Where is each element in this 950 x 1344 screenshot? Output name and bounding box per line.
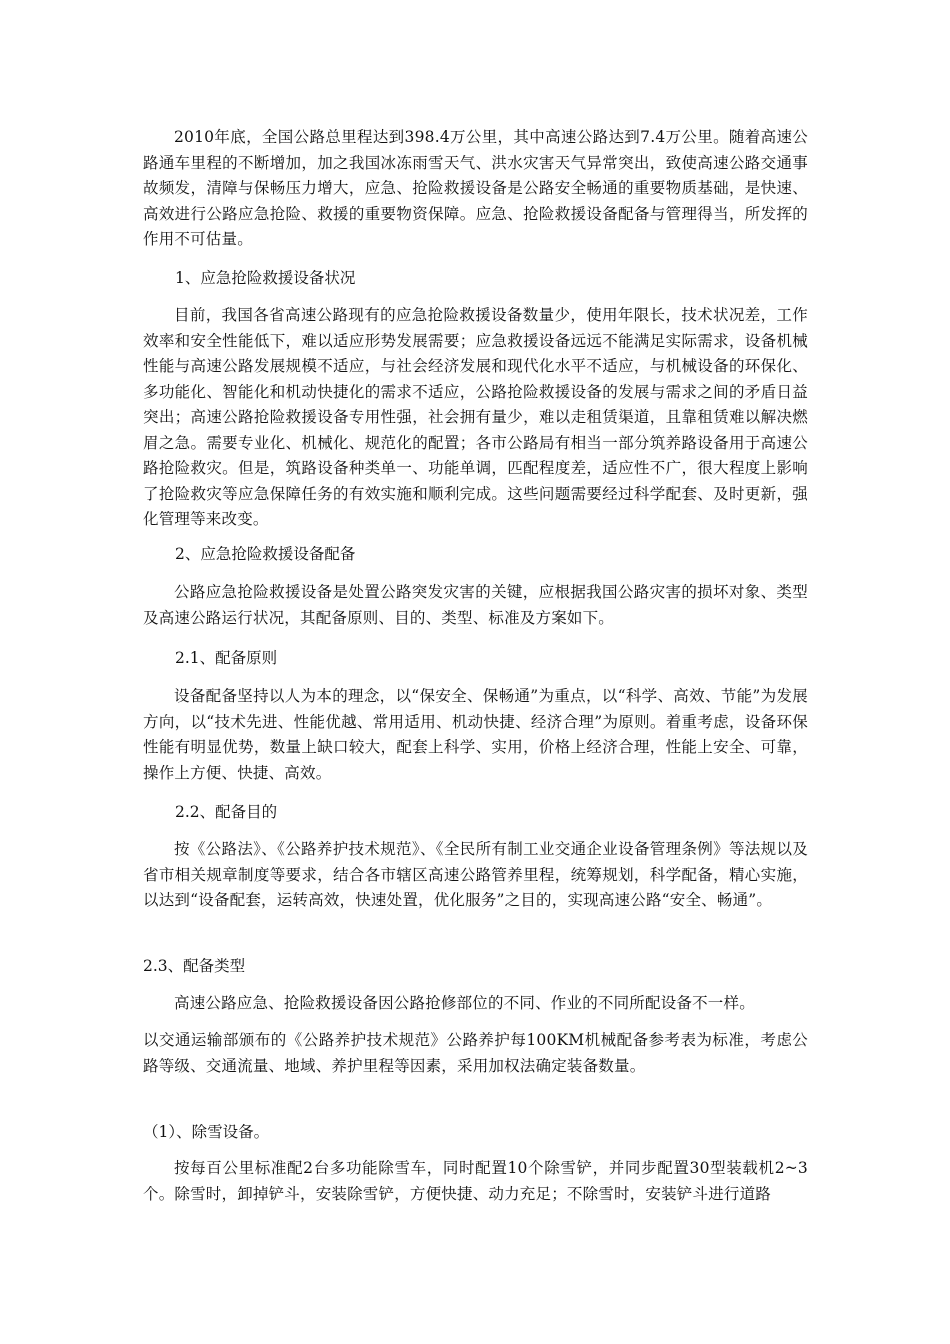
paragraph-equipment-status: 目前，我国各省高速公路现有的应急抢险救援设备数量少，使用年限长，技术状况差，工作效率和安全性能低下，难以适应形势发展需要；应急救援设备远远不能满足实际需求，设备机械性能与高速公路发展规模不适应，与社会经济发展和现代化水平不适应，与机械设备的环保化、多功能化、智能化和机动快捷化的需求不适应，公路抢险救援设备的发展与需求之间的矛盾日益突出；高速公路抢险救援设备专用性强，社会拥有量少，难以走租赁渠道，且靠租赁难以解决燃眉之急。需要专业化、机械化、规范化的配置；各市公路局有相当一部分筑养路设备用于高速公路抢险救灾。但是，筑路设备种类单一、功能单调，匹配程度差，适应性不广，很大程度上影响了抢险救灾等应急保障任务的有效实施和顺利完成。这些问题需要经过科学配套、及时更新，强化管理等来改变。	[143, 306, 808, 528]
paragraph-intro: 2010年底，全国公路总里程达到398.4万公里，其中高速公路达到7.4万公里。随着高速公路通车里程的不断增加，加之我国冰冻雨雪天气、洪水灾害天气异常突出，致使高速公路交通事故频发，清障与保畅压力增大，应急、抢险救援设备是公路安全畅通的重要物质基础，是快速、高效进行公路应急抢险、救援的重要物资保障。应急、抢险救援设备配备与管理得当，所发挥的作用不可估量。	[143, 128, 808, 248]
paragraph-principles: 设备配备坚持以人为本的理念，以“保安全、保畅通”为重点，以“科学、高效、节能”为发展方向，以“技术先进、性能优越、常用适用、机动快捷、经济合理”为原则。着重考虑，设备环保性能有明显优势，数量上缺口较大，配套上科学、实用，价格上经济合理，性能上安全、可靠，操作上方便、快捷、高效。	[143, 687, 808, 782]
paragraph-standard: 以交通运输部颁布的《公路养护技术规范》公路养护每100KM机械配备参考表为标准，考虑公路等级、交通流量、地域、养护里程等因素，采用加权法确定装备数量。	[143, 1031, 808, 1075]
heading-section-2-3: 2.3、配备类型	[143, 957, 246, 975]
paragraph-types: 高速公路应急、抢险救援设备因公路抢修部位的不同、作业的不同所配设备不一样。	[174, 994, 755, 1012]
paragraph-purpose: 按《公路法》、《公路养护技术规范》、《全民所有制工业交通企业设备管理条例》等法规以及省市相关规章制度等要求，结合各市辖区高速公路管养里程，统筹规划，科学配备，精心实施，以达到“设备配套，运转高效，快速处置，优化服务”之目的，实现高速公路“安全、畅通”。	[143, 840, 808, 909]
heading-section-2-1: 2.1、配备原则	[175, 649, 278, 667]
heading-section-2-2: 2.2、配备目的	[175, 803, 278, 821]
heading-section-1: 1、应急抢险救援设备状况	[175, 269, 356, 287]
paragraph-equipment-allocation: 公路应急抢险救援设备是处置公路突发灾害的关键，应根据我国公路灾害的损坏对象、类型及高速公路运行状况，其配备原则、目的、类型、标准及方案如下。	[143, 583, 808, 627]
paragraph-snow-removal: 按每百公里标准配2台多功能除雪车，同时配置10个除雪铲，并同步配置30型装载机2~3个。除雪时，卸掉铲斗，安装除雪铲，方便快捷、动力充足；不除雪时，安装铲斗进行道路	[143, 1159, 808, 1203]
heading-snow-removal: （1）、除雪设备。	[143, 1123, 270, 1141]
heading-section-2: 2、应急抢险救援设备配备	[175, 545, 356, 563]
